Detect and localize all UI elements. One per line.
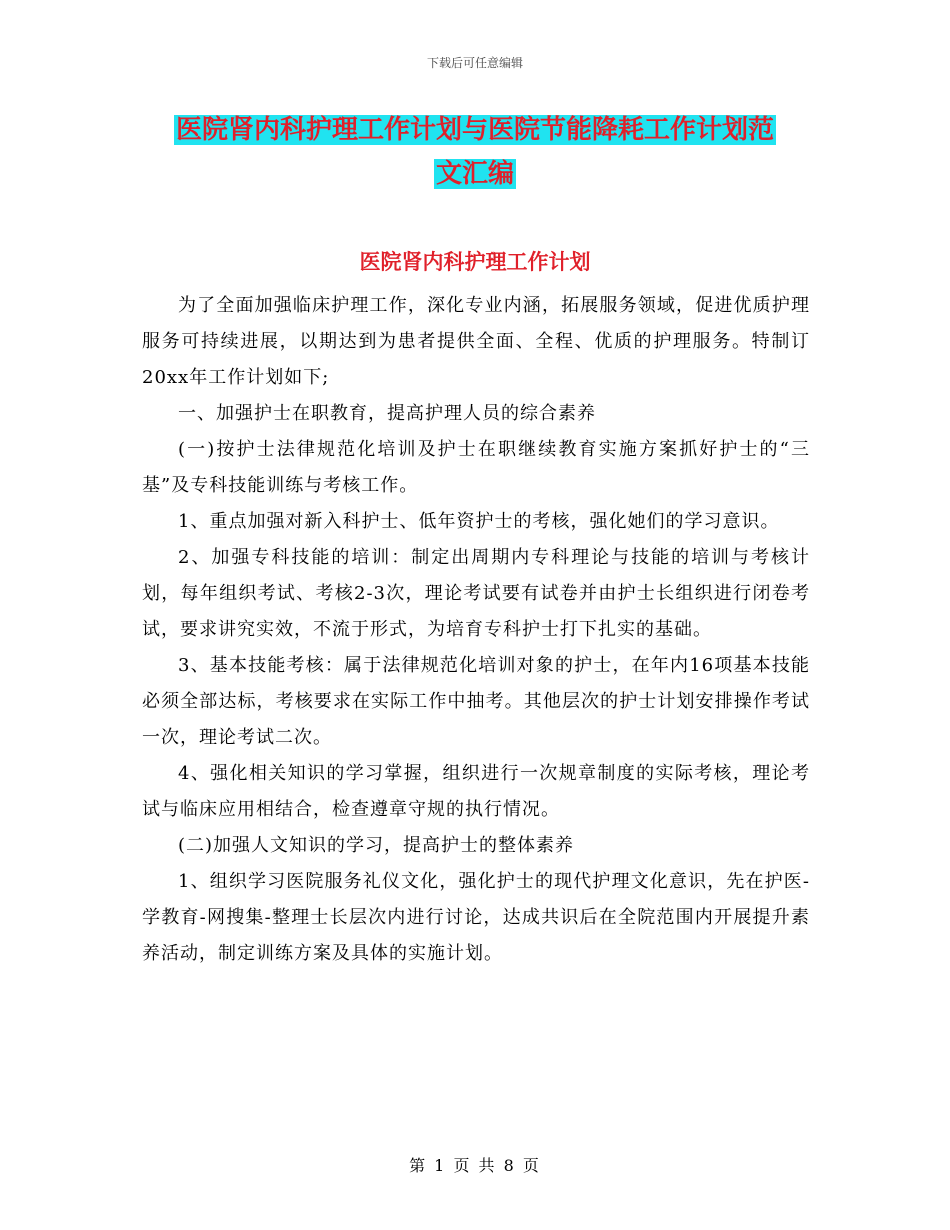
paragraph: 2、加强专科技能的培训：制定出周期内专科理论与技能的培训与考核计划，每年组织考试、考核2-3次，理论考试要有试卷并由护士长组织进行闭卷考试，要求讲究实效，不流于形式，为培育专科护士打下扎实的基础。 <box>142 547 810 640</box>
paragraph: 4、强化相关知识的学习掌握，组织进行一次规章制度的实际考核，理论考试与临床应用相结合，检查遵章守规的执行情况。 <box>142 763 810 820</box>
paragraph: 1、组织学习医院服务礼仪文化，强化护士的现代护理文化意识，先在护医-学教育-网搜集-整理士长层次内进行讨论，达成共识后在全院范围内开展提升素养活动，制定训练方案及具体的实施计划。 <box>142 871 810 964</box>
header-note: 下载后可任意编辑 <box>426 56 523 70</box>
document-title <box>140 108 810 196</box>
paragraph: 1、重点加强对新入科护士、低年资护士的考核，强化她们的学习意识。 <box>178 511 780 532</box>
paragraph: 3、基本技能考核：属于法律规范化培训对象的护士，在年内16项基本技能必须全部达标，考核要求在实际工作中抽考。其他层次的护士计划安排操作考试一次，理论考试二次。 <box>142 655 810 748</box>
title-line-1: 医院肾内科护理工作计划与医院节能降耗工作计划范 <box>175 115 774 145</box>
section-title: 医院肾内科护理工作计划 <box>359 250 591 274</box>
title-line-2: 文汇编 <box>435 159 514 189</box>
paragraph: 一、加强护士在职教育，提高护理人员的综合素养 <box>178 403 596 424</box>
page-footer: 第 1 页 共 8 页 <box>409 1156 541 1175</box>
paragraph: (二)加强人文知识的学习，提高护士的整体素养 <box>178 835 575 856</box>
paragraph: (一)按护士法律规范化培训及护士在职继续教育实施方案抓好护士的“三基”及专科技能训练与考核工作。 <box>142 439 810 496</box>
paragraph: 为了全面加强临床护理工作，深化专业内涵，拓展服务领域，促进优质护理服务可持续进展，以期达到为患者提供全面、全程、优质的护理服务。特制订20xx年工作计划如下; <box>142 295 810 388</box>
body-text <box>142 288 810 972</box>
